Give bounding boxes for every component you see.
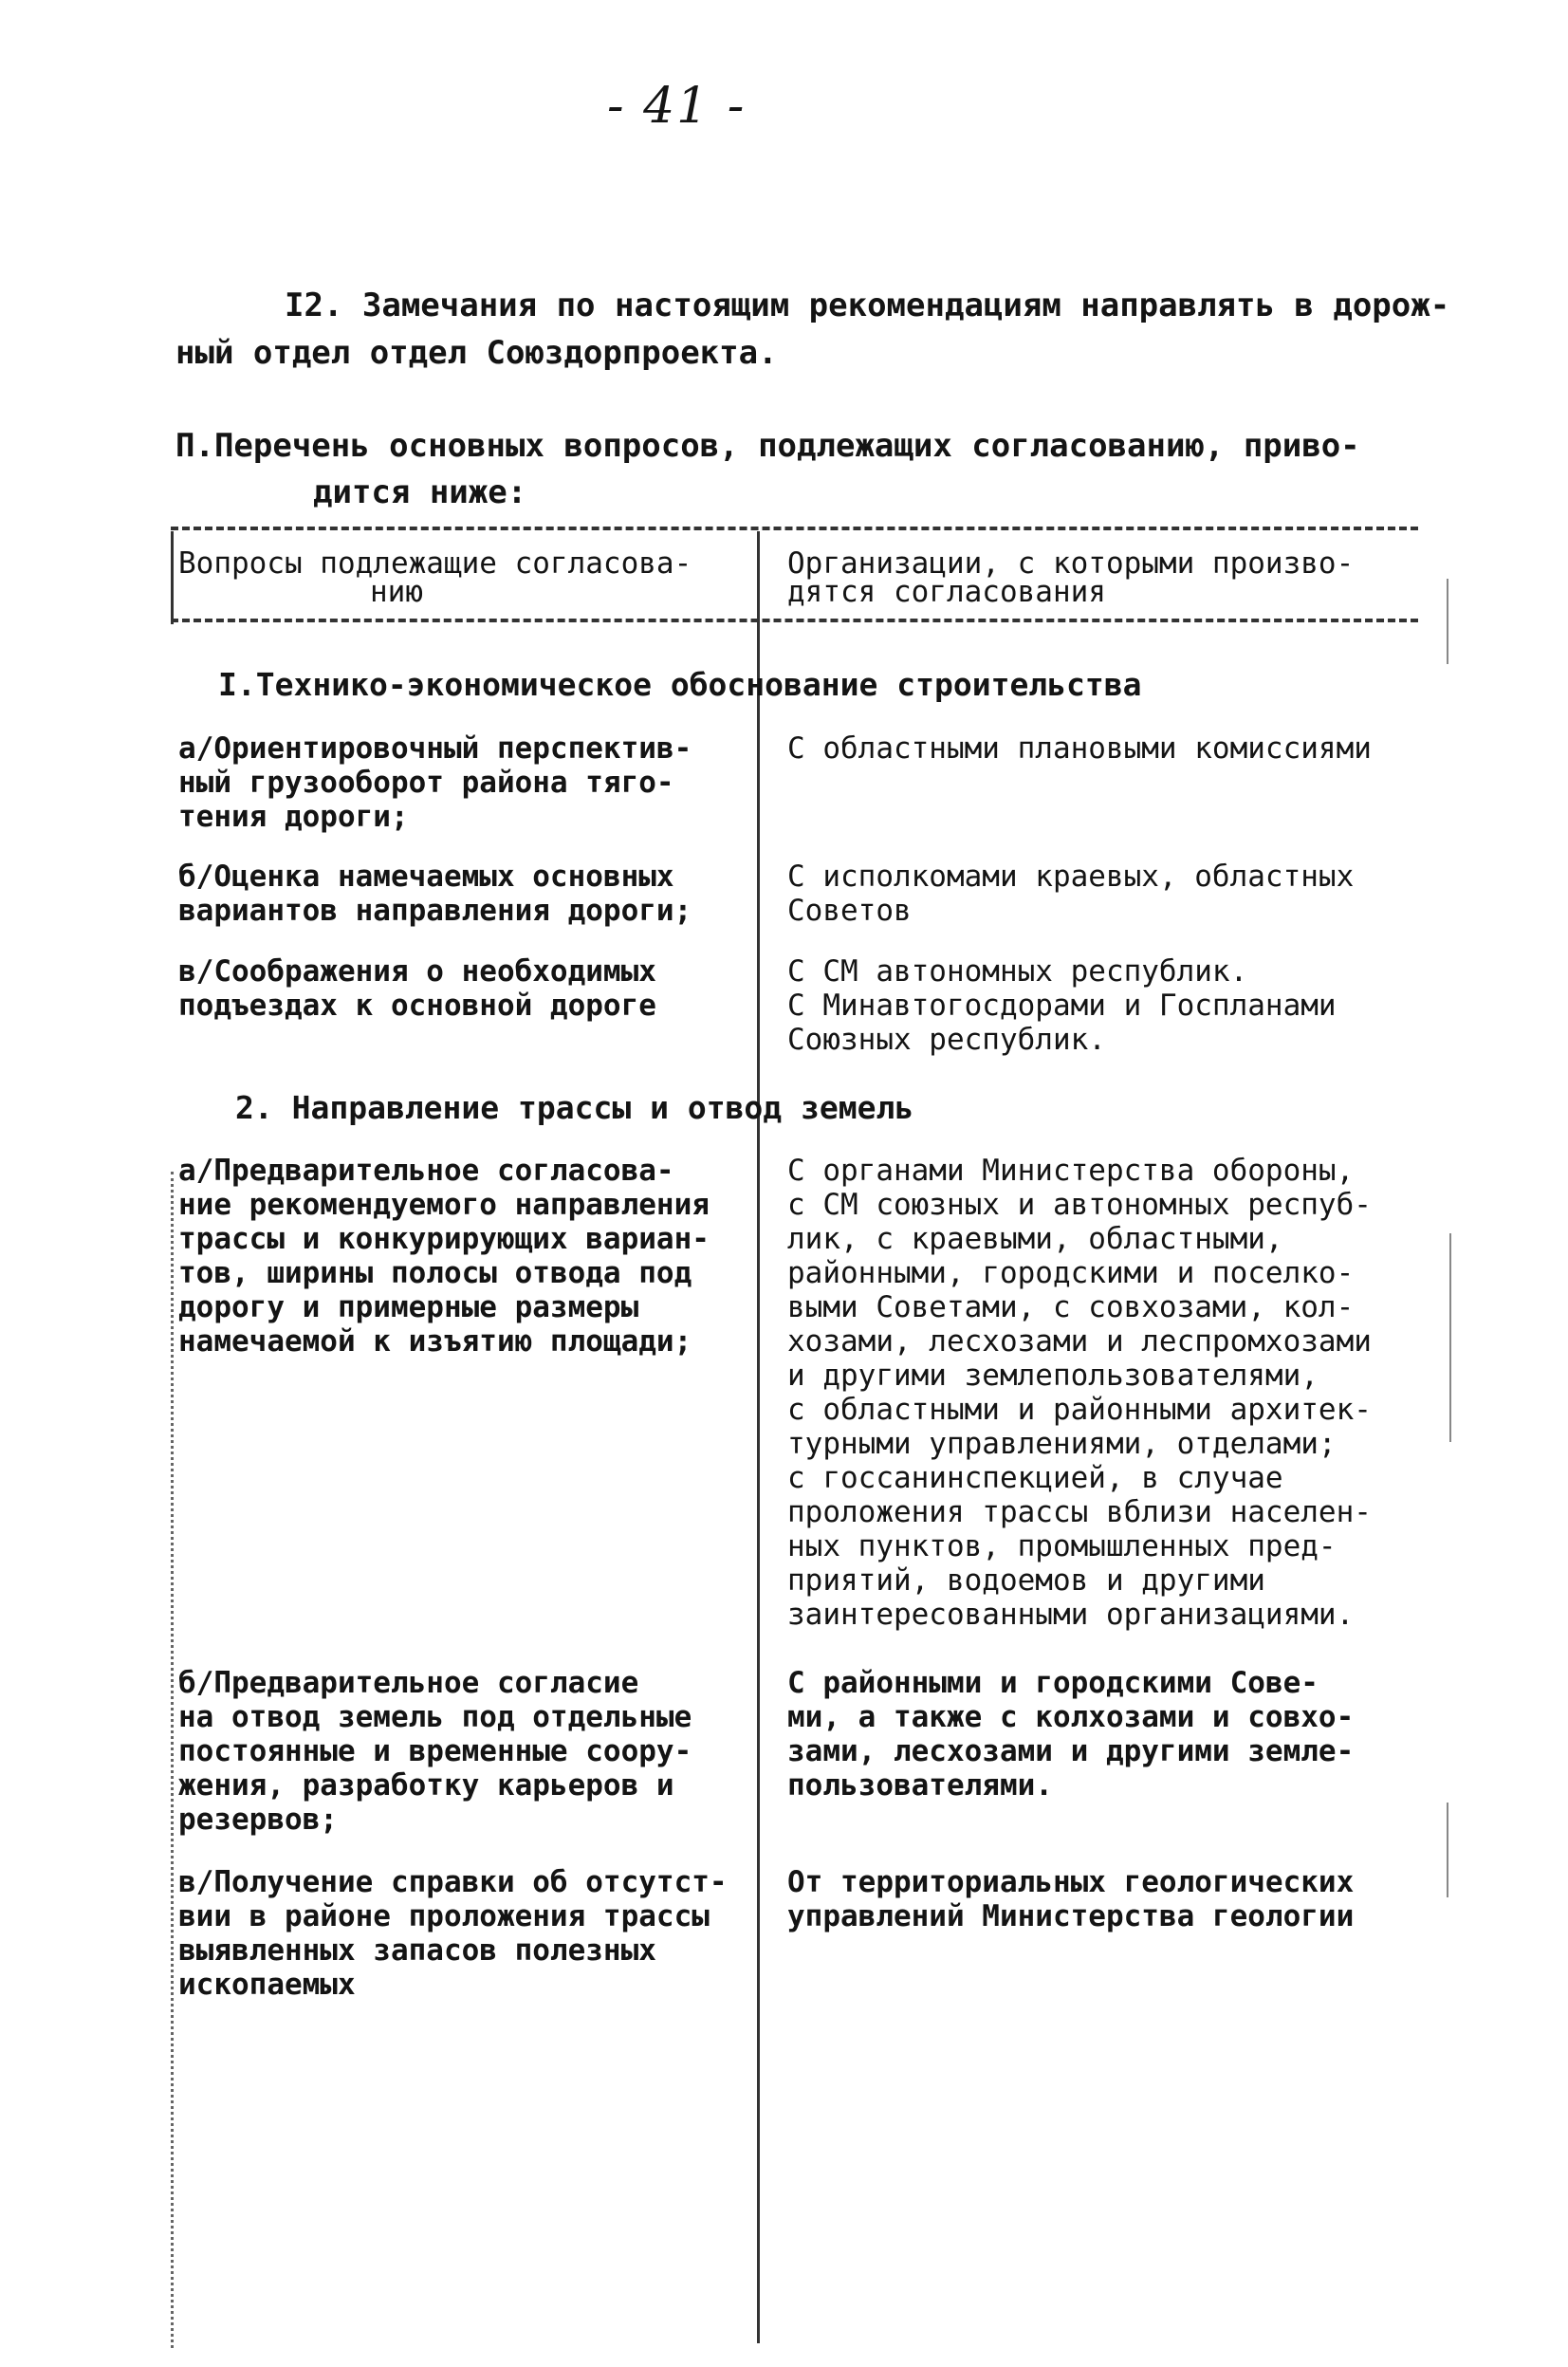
- table-row-1c-right-line-1: С СМ автономных республик.: [787, 954, 1248, 989]
- table-row-2b-right-line-4: пользователями.: [787, 1768, 1053, 1803]
- table-row-2a-right-line-14: заинтересованными организациями.: [787, 1598, 1355, 1632]
- table-row-1c-left-line-2: подъездах к основной дороге: [178, 989, 656, 1023]
- paragraph-12-line-1: I2. Замечания по настоящим рекомендациям направлять в дорож-: [285, 287, 1450, 324]
- margin-mark: [1447, 1803, 1448, 1897]
- table-row-2c-left-line-1: в/Получение справки об отсутст-: [178, 1865, 728, 1899]
- table-row-1a-left-line-2: ный грузооборот района тяго-: [178, 766, 674, 800]
- table-row-1a-left-line-1: а/Ориентировочный перспектив-: [178, 731, 692, 766]
- table-column-divider: [757, 531, 760, 2343]
- table-row-1c-right-line-2: С Минавтогосдорами и Госпланами: [787, 989, 1337, 1023]
- table-top-rule: [171, 527, 1418, 530]
- table-row-2b-left-line-4: жения, разработку карьеров и: [178, 1768, 674, 1803]
- table-row-1b-right-line-1: С исполкомами краевых, областных: [787, 860, 1355, 894]
- table-row-2c-right-line-2: управлений Министерства геологии: [787, 1899, 1355, 1933]
- table-row-2a-right-line-10: с госсанинспекцией, в случае: [787, 1461, 1283, 1495]
- table-row-2a-right-line-12: ных пунктов, промышленных пред-: [787, 1529, 1337, 1563]
- table-row-2b-left-line-5: резервов;: [178, 1803, 338, 1837]
- table-header-right-line-2: дятся согласования: [787, 575, 1106, 609]
- table-row-2a-right-line-13: приятий, водоемов и другими: [787, 1563, 1265, 1598]
- table-header-left-line-1: Вопросы подлежащие согласова-: [178, 546, 692, 581]
- table-row-2a-right-line-8: с областными и районными архитек-: [787, 1393, 1372, 1427]
- table-row-2b-left-line-2: на отвод земель под отдельные: [178, 1700, 692, 1734]
- table-row-2c-left-line-2: вии в районе проложения трассы: [178, 1899, 710, 1933]
- table-section-1-title: I.Технико-экономическое обоснование строительства: [218, 666, 1142, 703]
- paragraph-12-line-2: ный отдел отдел Союздорпроекта.: [175, 334, 778, 372]
- table-row-2a-right-line-6: хозами, лесхозами и леспромхозами: [787, 1324, 1372, 1359]
- table-row-2a-left-line-5: дорогу и примерные размеры: [178, 1290, 639, 1324]
- table-row-1a-left-line-3: тения дороги;: [178, 800, 409, 834]
- table-row-1a-right-line-1: С областными плановыми комиссиями: [787, 731, 1372, 766]
- section-ii-line-1: П.Перечень основных вопросов, подлежащих согласованию, приво-: [175, 427, 1360, 465]
- table-row-1b-left-line-1: б/Оценка намечаемых основных: [178, 860, 674, 894]
- table-row-1b-right-line-2: Советов: [787, 894, 912, 928]
- table-row-2c-left-line-3: выявленных запасов полезных: [178, 1933, 656, 1968]
- table-row-1c-left-line-1: в/Соображения о необходимых: [178, 954, 656, 989]
- table-header-left-line-2: нию: [370, 575, 423, 609]
- table-row-2b-right-line-1: С районными и городскими Сове-: [787, 1666, 1319, 1700]
- table-row-2c-left-line-4: ископаемых: [178, 1968, 356, 2002]
- table-row-2a-right-line-1: С органами Министерства обороны,: [787, 1154, 1355, 1188]
- table-row-2a-right-line-9: турными управлениями, отделами;: [787, 1427, 1337, 1461]
- table-row-2c-right-line-1: От территориальных геологических: [787, 1865, 1355, 1899]
- page-number: - 41 -: [607, 78, 747, 135]
- margin-mark: [1447, 579, 1448, 664]
- table-row-2a-left-line-1: а/Предварительное согласова-: [178, 1154, 674, 1188]
- table-header-rule: [171, 619, 1418, 622]
- table-row-2a-right-line-7: и другими землепользователями,: [787, 1359, 1319, 1393]
- table-row-2a-right-line-11: проложения трассы вблизи населен-: [787, 1495, 1372, 1529]
- table-row-2a-left-line-2: ние рекомендуемого направления: [178, 1188, 710, 1222]
- table-row-2a-left-line-6: намечаемой к изъятию площади;: [178, 1324, 692, 1359]
- table-section-2-title: 2. Направление трассы и отвод земель: [235, 1089, 914, 1126]
- table-row-2b-right-line-3: зами, лесхозами и другими земле-: [787, 1734, 1355, 1768]
- table-left-border: [171, 531, 174, 624]
- table-row-2a-right-line-3: лик, с краевыми, областными,: [787, 1222, 1283, 1256]
- table-row-2a-left-line-3: трассы и конкурирующих вариан-: [178, 1222, 710, 1256]
- table-row-1b-left-line-2: вариантов направления дороги;: [178, 894, 692, 928]
- table-row-2a-right-line-4: районными, городскими и поселко-: [787, 1256, 1355, 1290]
- table-row-2b-right-line-2: ми, а также с колхозами и совхо-: [787, 1700, 1355, 1734]
- margin-mark: [1449, 1233, 1451, 1442]
- table-row-2a-right-line-5: выми Советами, с совхозами, кол-: [787, 1290, 1355, 1324]
- table-row-1c-right-line-3: Союзных республик.: [787, 1023, 1106, 1057]
- table-header-right-line-1: Организации, с которыми произво-: [787, 546, 1355, 581]
- table-row-2b-left-line-1: б/Предварительное согласие: [178, 1666, 639, 1700]
- table-left-border-lower: [171, 1172, 174, 2348]
- section-ii-line-2: дится ниже:: [313, 473, 527, 511]
- table-row-2a-right-line-2: с СМ союзных и автономных респуб-: [787, 1188, 1372, 1222]
- table-row-2b-left-line-3: постоянные и временные соору-: [178, 1734, 692, 1768]
- table-row-2a-left-line-4: тов, ширины полосы отвода под: [178, 1256, 692, 1290]
